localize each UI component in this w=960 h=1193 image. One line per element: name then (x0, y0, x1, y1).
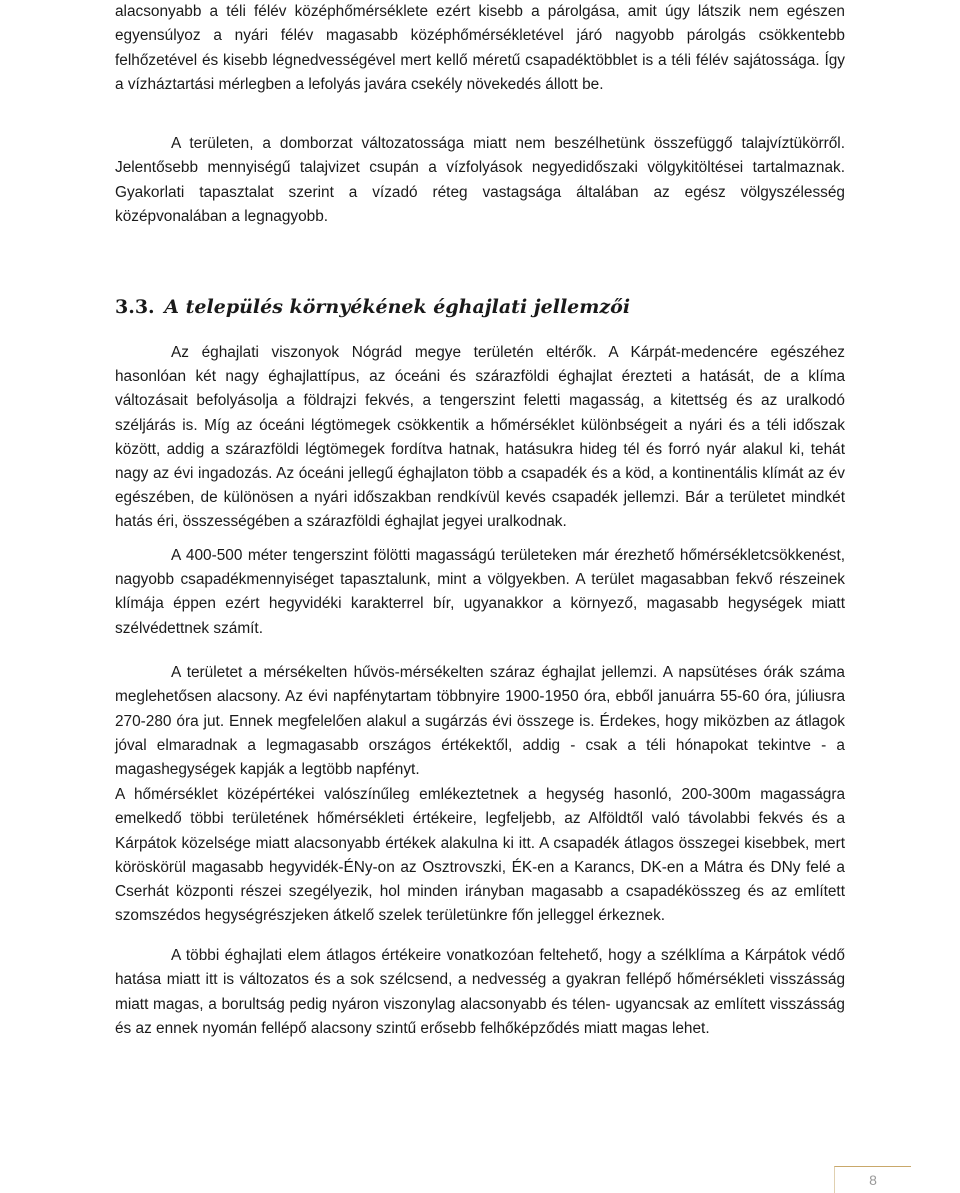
paragraph-sunshine (115, 661, 845, 782)
section-title: A település környékének éghajlati jellemzői (164, 296, 631, 318)
paragraph-text: alacsonyabb a téli félév középhőmérséklete ezért kisebb a párolgása, amit úgy látszik nem egészen egyensúlyoz a nyári félév magasabb középhőmérsékletével járó nagyobb párolgás csökkentebb felhőzetével és kisebb légnedvességével mert kellő méretű csapadéktöbblet is a téli félév sajátossága. Így a vízháztartási mérlegben a lefolyás javára csekély növekedés állott be. (115, 3, 845, 93)
paragraph-altitude (115, 544, 845, 641)
paragraph-temperature (115, 783, 845, 929)
paragraph-text: A 400-500 méter tengerszint fölötti magasságú területeken már érezhető hőmérsékletcsökkenést, nagyobb csapadékmennyiséget tapasztalunk, mint a völgyekben. A terület magasabban fekvő részeinek klímája éppen ezért hegyvidéki karakterrel bír, ugyanakkor a környező, magasabb hegységek miatt szélvédettnek számít. (115, 547, 845, 637)
section-heading (115, 296, 630, 318)
paragraph-text: Az éghajlati viszonyok Nógrád megye területén eltérők. A Kárpát-medencére egészéhez hasonlóan két nagy éghajlattípus, az óceáni és szárazföldi éghajlat érezteti a hatását, de a klíma változásait befolyásolja a földrajzi fekvés, a tengerszint feletti magasság, a kitettség és az uralkodó széljárás is. Míg az óceáni légtömegek csökkentik a hőmérséklet különbségeit a nyári és a téli időszak között, addig a szárazföldi légtömegek fordítva hatnak, hatásukra hideg tél és forró nyár alakul ki, tehát nagy az évi ingadozás. Az óceáni jellegű éghajlaton több a csapadék és a köd, a kontinentális klímát az év egészében, de különösen a nyári időszakban rendkívül kevés csapadék jellemzi. Bár a területet mindkét hatás éri, összességében a szárazföldi éghajlat jegyei uralkodnak. (115, 344, 845, 531)
paragraph-evaporation (115, 0, 845, 97)
paragraph-text: A többi éghajlati elem átlagos értékeire vonatkozóan feltehető, hogy a szélklíma a Kárpátok védő hatása miatt itt is változatos és a sok szélcsend, a nedvesség a gyakran fellépő hőmérsékleti visszásság miatt magas, a borultság pedig nyáron viszonylag alacsonyabb és télen- ugyancsak az említett visszásság és az ennek nyomán fellépő alacsony szintű erősebb felhőképződés miatt magas lehet. (115, 947, 845, 1037)
paragraph-text: A hőmérséklet középértékei valószínűleg emlékeztetnek a hegység hasonló, 200-300m magasságra emelkedő többi területének hőmérsékleti értékeire, legfeljebb, az Alföldtől való távolabbi fekvés és a Kárpátok közelsége miatt alacsonyabb értékek alakulna ki itt. A csapadék átlagos összegei kisebbek, mert köröskörül magasabb hegyvidék-ÉNy-on az Osztrovszki, ÉK-en a Karancs, DK-en a Mátra és DNy felé a Cserhát központi részei szegélyezik, hol minden irányban magasabb a csapadékösszeg és az említett szomszédos hegységrészjeken átkelő szelek területünkre főn jelleggel érkeznek. (115, 786, 845, 925)
paragraph-groundwater (115, 132, 845, 229)
paragraph-other-elements (115, 944, 845, 1041)
paragraph-text: A területet a mérsékelten hűvös-mérsékelten száraz éghajlat jellemzi. A napsütéses órák száma meglehetősen alacsony. Az évi napfénytartam többnyire 1900-1950 óra, ebből januárra 55-60 óra, júliusra 270-280 óra jut. Ennek megfelelően alakul a sugárzás évi összege is. Érdekes, hogy miközben az átlagok jóval elmaradnak a legmagasabb országos értékektől, addig - csak a téli hónapokat tekintve - a magashegységek kapják a legtöbb napfényt. (115, 664, 845, 779)
paragraph-climate-overview (115, 341, 845, 535)
page-number: 8 (869, 1172, 877, 1188)
page-number-box (834, 1166, 911, 1193)
section-number: 3.3. (115, 296, 155, 318)
paragraph-text: A területen, a domborzat változatossága miatt nem beszélhetünk összefüggő talajvíztükörről. Jelentősebb mennyiségű talajvizet csupán a vízfolyások negyedidőszaki völgykitöltései tartalmaznak. Gyakorlati tapasztalat szerint a vízadó réteg vastagsága általában az egész völgyszélesség középvonalában a legnagyobb. (115, 135, 845, 225)
